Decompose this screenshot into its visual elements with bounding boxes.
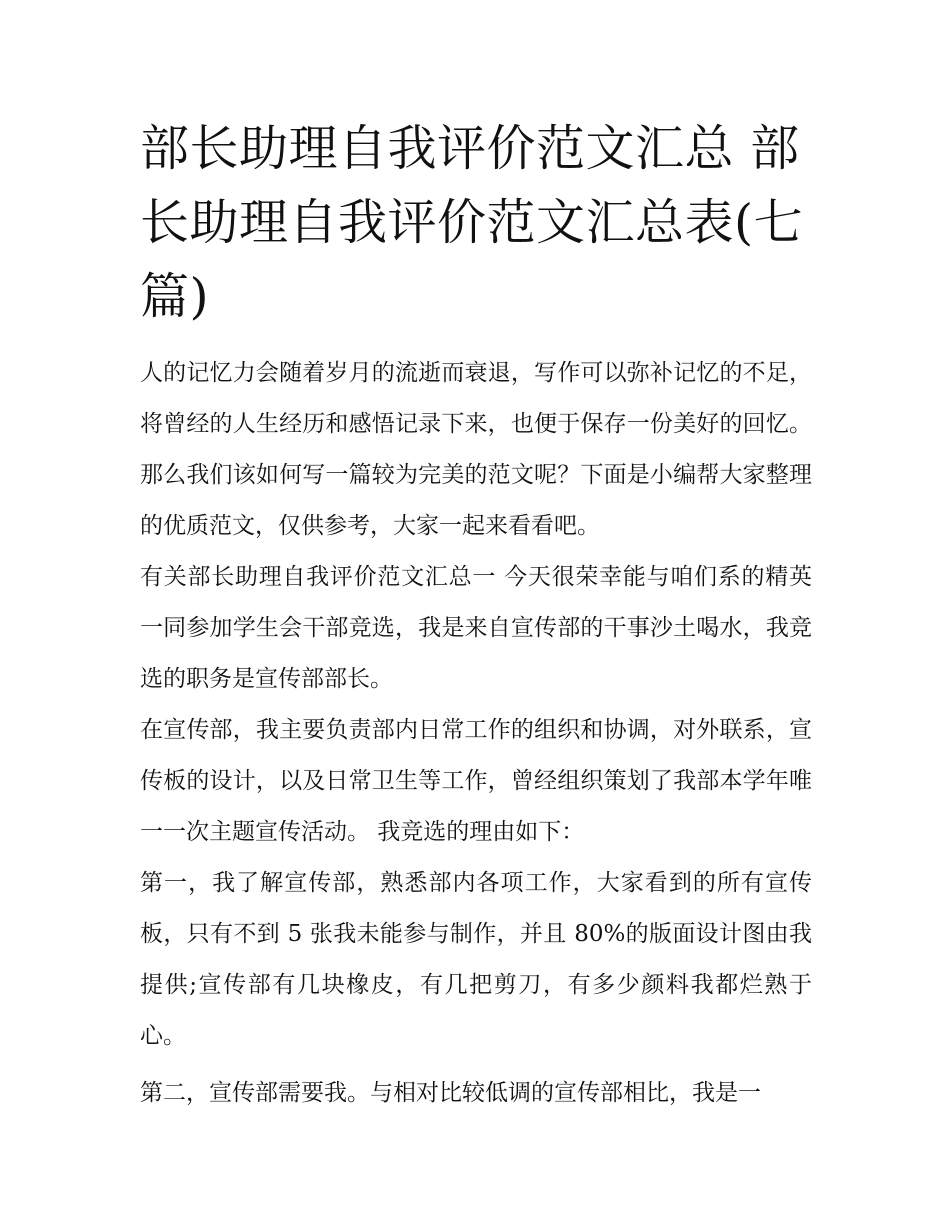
document-body: [140, 348, 812, 1119]
paragraph-reason-two: 第二，宣传部需要我。与相对比较低调的宣传部相比，我是一: [140, 1080, 761, 1106]
paragraph-intro: 人的记忆力会随着岁月的流逝而衰退，写作可以弥补记忆的不足，将曾经的人生经历和感悟记录下来，也便于保存一份美好的回忆。那么我们该如何写一篇较为完美的范文呢？下面是小编帮大家整理的优质范文，仅供参考，大家一起来看看吧。: [140, 360, 812, 539]
document-content: [140, 112, 812, 1119]
paragraph-reason-one: 第一，我了解宣传部，熟悉部内各项工作，大家看到的所有宣传板，只有不到 5 张我未能参与制作，并且 80%的版面设计图由我提供;宣传部有几块橡皮，有几把剪刀，有多少颜料我都烂熟于心。: [140, 870, 812, 1049]
document-title: 部长助理自我评价范文汇总 部长助理自我评价范文汇总表(七篇): [140, 120, 804, 325]
paragraph-responsibilities: 在宣传部，我主要负责部内日常工作的组织和协调，对外联系，宣传板的设计，以及日常卫生等工作，曾经组织策划了我部本学年唯一一次主题宣传活动。 我竞选的理由如下：: [140, 717, 812, 845]
paragraph-section-one: 有关部长助理自我评价范文汇总一 今天很荣幸能与咱们系的精英一同参加学生会干部竞选，我是来自宣传部的干事沙土喝水，我竞选的职务是宣传部部长。: [140, 564, 812, 692]
